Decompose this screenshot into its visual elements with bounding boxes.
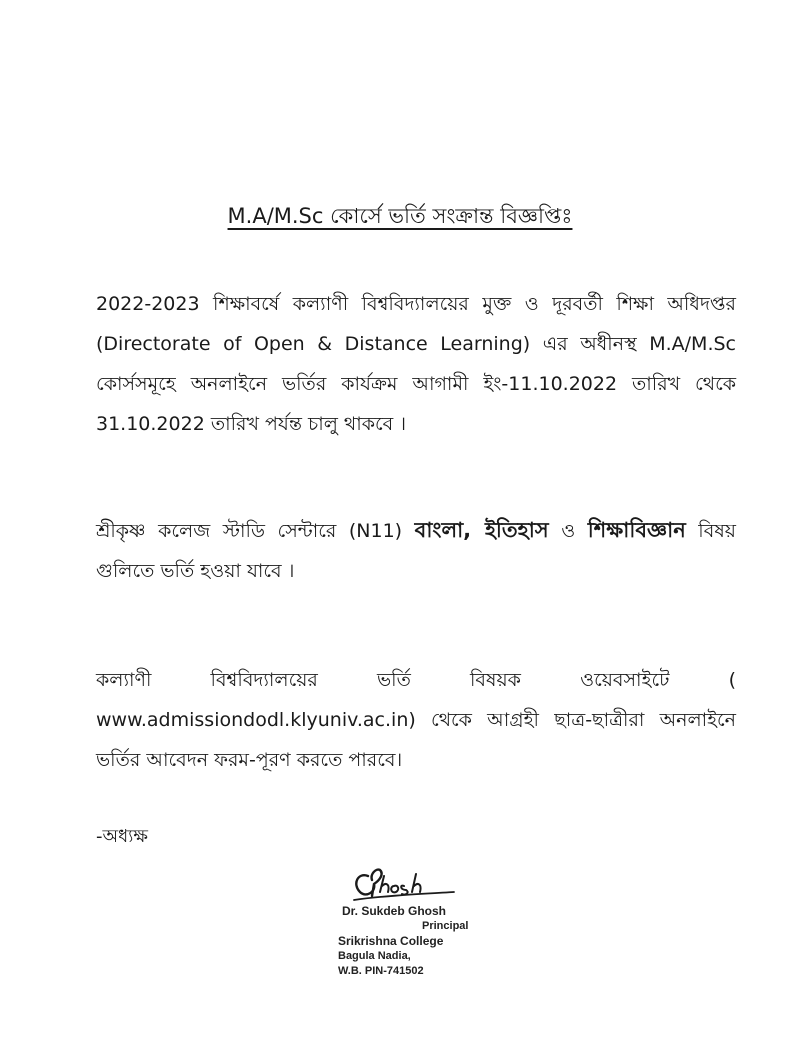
signatory-name: Dr. Sukdeb Ghosh [342, 904, 447, 918]
subjects-text [96, 510, 736, 591]
subjects-paragraph [96, 510, 736, 591]
subjects-joiner: ও [548, 520, 588, 542]
admission-schedule-text: 2022-2023 শিক্ষাবর্ষে কল্যাণী বিশ্ববিদ্যালয়ের মুক্ত ও দূরবর্তী শিক্ষা অধিদপ্তর (Directorate of Open & Distance Learning) এর অধীনস্থ M.A/M.Sc কোর্সসমূহে অনলাইনে ভর্তির কার্যক্রম আগামী ইং-11.10.2022 তারিখ থেকে 31.10.2022 তারিখ পর্যন্ত চালু থাকবে । [96, 293, 736, 435]
signature-block [340, 862, 500, 979]
notice-title: M.A/M.Sc কোর্সে ভর্তি সংক্রান্ত বিজ্ঞপ্তিঃ [227, 204, 573, 228]
subjects-suffix: বিষয় গুলিতে ভর্তি হওয়া যাবে । [96, 520, 736, 582]
college-name: Srikrishna College [338, 934, 444, 948]
subject-last-bold: শিক্ষাবিজ্ঞান [587, 518, 686, 542]
subjects-bold: বাংলা, ইতিহাস [414, 518, 549, 542]
website-paragraph [96, 660, 736, 780]
address-line-1: Bagula Nadia, [338, 950, 411, 962]
sign-off: -অধ্যক্ষ [96, 826, 148, 847]
address-line-2: W.B. PIN-741502 [338, 965, 424, 977]
website-text: কল্যাণী বিশ্ববিদ্যালয়ের ভর্তি বিষয়ক ওয়েবসাইটে ( www.admissiondodl.klyuniv.ac.in) থেকে আগ্রহী ছাত্র-ছাত্রীরা অনলাইনে ভর্তির আবেদন ফরম-পূরণ করতে পারবে। [96, 669, 736, 771]
study-centre-text: শ্রীকৃষ্ণ কলেজ স্টাডি সেন্টারে (N11) [96, 520, 415, 542]
signatory-role: Principal [422, 920, 469, 932]
handwritten-signature-icon [350, 862, 460, 904]
admission-schedule-paragraph [96, 284, 736, 444]
